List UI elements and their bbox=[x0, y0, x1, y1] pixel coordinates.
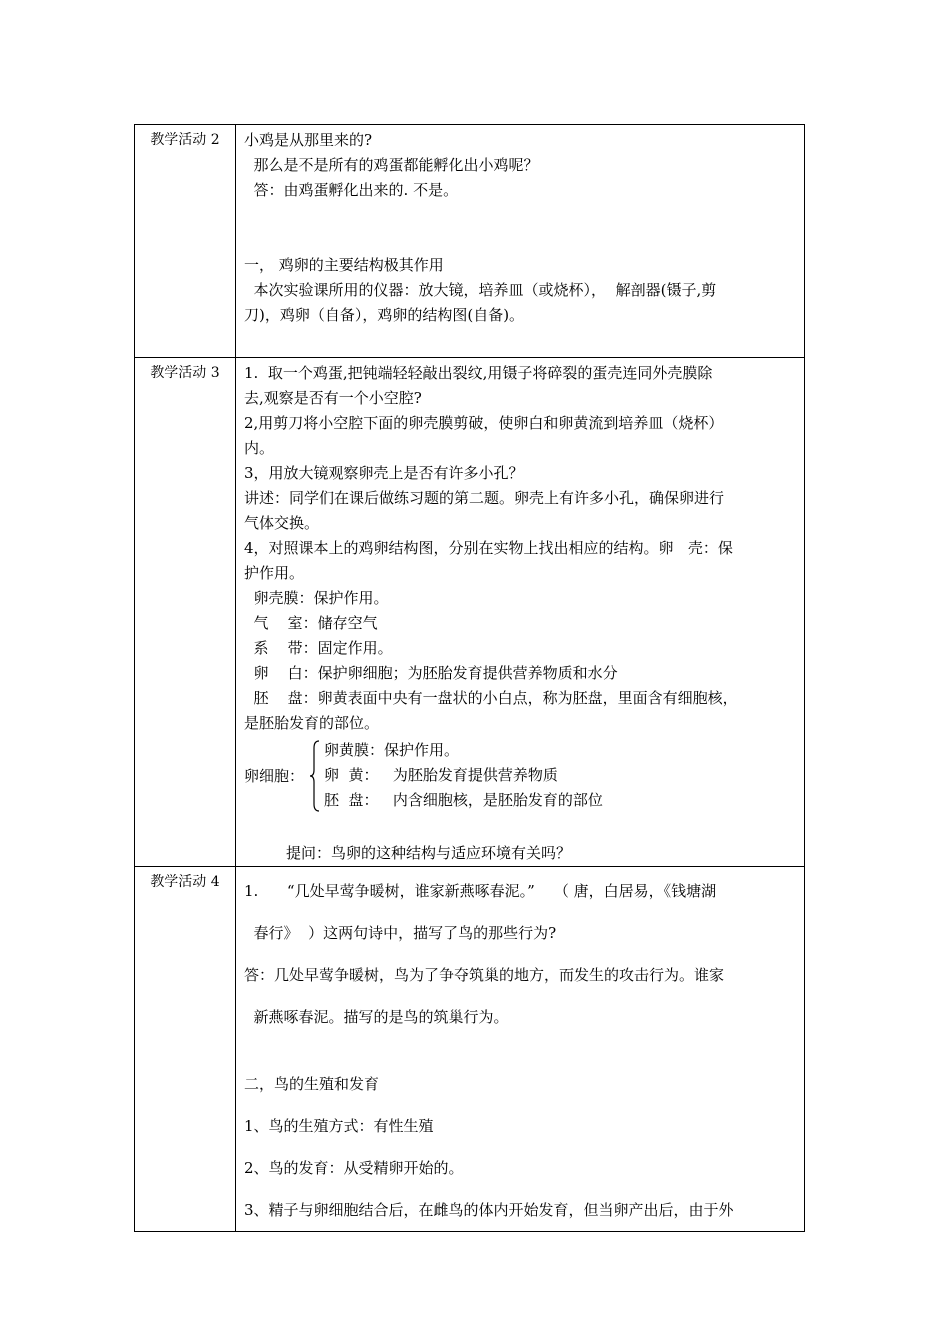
egg-cell-structure bbox=[244, 738, 796, 816]
text-line: 本次实验课所用的仪器：放大镜，培养皿（或烧杯）， 解剖器(镊子,剪 bbox=[244, 281, 717, 299]
curly-brace-icon bbox=[310, 740, 320, 812]
row-label: 教学活动 2 bbox=[135, 125, 236, 358]
egg-cell-items bbox=[324, 738, 603, 813]
question-line: 提问：鸟卵的这种结构与适应环境有关吗？ bbox=[286, 844, 572, 862]
text-line: 去,观察是否有一个小空腔? bbox=[244, 389, 422, 407]
row-content bbox=[236, 125, 805, 358]
lesson-table bbox=[134, 124, 805, 1232]
text-line: 答：由鸡蛋孵化出来的. 不是。 bbox=[244, 181, 459, 199]
spacer bbox=[244, 816, 796, 841]
text-line: 3、精子与卵细胞结合后，在雌鸟的体内开始发育，但当卵产出后，由于外 bbox=[244, 1201, 734, 1219]
text-line: 那么是不是所有的鸡蛋都能孵化出小鸡呢？ bbox=[244, 156, 539, 174]
text-line: 讲述：同学们在课后做练习题的第二题。卵壳上有许多小孔，确保卵进行 bbox=[244, 489, 725, 507]
row-label: 教学活动 3 bbox=[135, 358, 236, 867]
row-content bbox=[236, 358, 805, 867]
egg-cell-label: 卵细胞： bbox=[244, 767, 305, 785]
text-line: 1、鸟的生殖方式：有性生殖 bbox=[244, 1117, 434, 1135]
text-line: 卵 白：保护卵细胞；为胚胎发育提供营养物质和水分 bbox=[244, 664, 618, 682]
text-line: 答：几处早莺争暖树，鸟为了争夺筑巢的地方，而发生的攻击行为。谁家 bbox=[244, 966, 725, 984]
text-line: 系 带：固定作用。 bbox=[244, 639, 393, 657]
blank-line bbox=[244, 203, 796, 228]
egg-cell-item: 胚 盘： 内含细胞核，是胚胎发育的部位 bbox=[324, 791, 603, 809]
text-line: 刀)，鸡卵（自备），鸡卵的结构图(自备)。 bbox=[244, 306, 525, 324]
text-line: 1. 取一个鸡蛋,把钝端轻轻敲出裂纹,用镊子将碎裂的蛋壳连同外壳膜除 bbox=[244, 364, 713, 382]
egg-cell-item: 卵 黄： 为胚胎发育提供营养物质 bbox=[324, 766, 558, 784]
table-row bbox=[135, 867, 805, 1232]
text-line: 气体交换。 bbox=[244, 514, 320, 532]
text-line: 胚 盘：卵黄表面中央有一盘状的小白点，称为胚盘，里面含有细胞核， bbox=[244, 689, 738, 707]
text-line: 内。 bbox=[244, 439, 275, 457]
text-line: 气 室：储存空气 bbox=[244, 614, 378, 632]
text-line: 4，对照课本上的鸡卵结构图，分别在实物上找出相应的结构。卵 壳：保 bbox=[244, 539, 733, 557]
text-line: 小鸡是从那里来的? bbox=[244, 131, 373, 149]
section-heading: 二，鸟的生殖和发育 bbox=[244, 1075, 380, 1093]
text-line: 护作用。 bbox=[244, 564, 305, 582]
text-line: 新燕啄春泥。描写的是鸟的筑巢行为。 bbox=[244, 1008, 509, 1026]
text-line: 2,用剪刀将小空腔下面的卵壳膜剪破，使卵白和卵黄流到培养皿（烧杯） bbox=[244, 414, 724, 432]
table-row bbox=[135, 125, 805, 358]
row-label: 教学活动 4 bbox=[135, 867, 236, 1232]
table-row bbox=[135, 358, 805, 867]
text-line: 2、鸟的发育：从受精卵开始的。 bbox=[244, 1159, 464, 1177]
text-line: 1. “几处早莺争暖树，谁家新燕啄春泥。” （ 唐，白居易，《钱塘湖 bbox=[244, 882, 717, 900]
blank-line bbox=[244, 1038, 796, 1063]
section-heading: 一， 鸡卵的主要结构极其作用 bbox=[244, 256, 444, 274]
text-line: 春行》 ）这两句诗中，描写了鸟的那些行为? bbox=[244, 924, 557, 942]
text-line: 3，用放大镜观察卵壳上是否有许多小孔？ bbox=[244, 464, 524, 482]
text-line: 是胚胎发育的部位。 bbox=[244, 714, 380, 732]
text-line: 卵壳膜：保护作用。 bbox=[244, 589, 389, 607]
egg-cell-item: 卵黄膜：保护作用。 bbox=[324, 741, 460, 759]
blank-line bbox=[244, 228, 796, 253]
row-content bbox=[236, 867, 805, 1232]
